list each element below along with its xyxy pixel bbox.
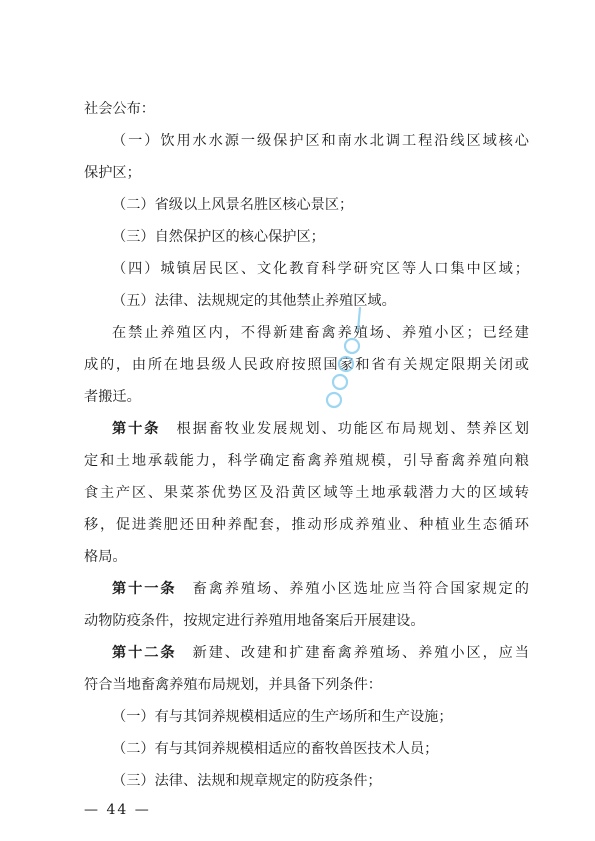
text-line: （一）饮用水水源一级保护区和南水北调工程沿线区域核心	[112, 133, 529, 149]
text-line: 符合当地畜禽养殖布局规划，并具备下列条件：	[84, 677, 382, 693]
article-number: 第十二条	[112, 645, 177, 661]
article-number: 第十条	[112, 421, 161, 437]
text-line: （一）有与其饲养规模相适应的生产场所和生产设施；	[112, 709, 453, 725]
text-line: （四）城镇居民区、文化教育科学研究区等人口集中区域；	[112, 261, 529, 277]
text-line: 定和土地承载能力，科学确定畜禽养殖规模，引导畜禽养殖向粮	[84, 453, 529, 469]
text-line: 移，促进粪肥还田种养配套，推动形成养殖业、种植业生态循环	[84, 517, 529, 533]
text-line: （二）有与其饲养规模相适应的畜牧兽医技术人员；	[112, 741, 439, 757]
article-heading-line: 第十一条 畜禽养殖场、养殖小区选址应当符合国家规定的	[112, 581, 529, 597]
text-line: 者搬迁。	[84, 389, 141, 405]
text-line: （三）自然保护区的核心保护区；	[112, 229, 325, 245]
text-line: （五）法律、法规规定的其他禁止养殖区域。	[112, 293, 396, 309]
text-line: 食主产区、果菜茶优势区及沿黄区域等土地承载潜力大的区域转	[84, 485, 529, 501]
article-number: 第十一条	[112, 581, 177, 597]
text-line: 保护区；	[84, 165, 141, 181]
article-heading-line: 第十条 根据畜牧业发展规划、功能区布局规划、禁养区划	[112, 421, 529, 437]
text-line: （三）法律、法规和规章规定的防疫条件；	[112, 773, 382, 789]
text-line: 社会公布：	[84, 101, 155, 117]
text-line: 成的，由所在地县级人民政府按照国家和省有关规定限期关闭或	[84, 357, 529, 373]
article-heading-line: 第十二条 新建、改建和扩建畜禽养殖场、养殖小区，应当	[112, 645, 529, 661]
text-line: 格局。	[84, 549, 127, 565]
page-number: — 44 —	[84, 802, 151, 818]
text-line: 在禁止养殖区内，不得新建畜禽养殖场、养殖小区；已经建	[112, 325, 529, 341]
text-line: 动物防疫条件，按规定进行养殖用地备案后开展建设。	[84, 613, 425, 629]
text-line: （二）省级以上风景名胜区核心景区；	[112, 197, 354, 213]
